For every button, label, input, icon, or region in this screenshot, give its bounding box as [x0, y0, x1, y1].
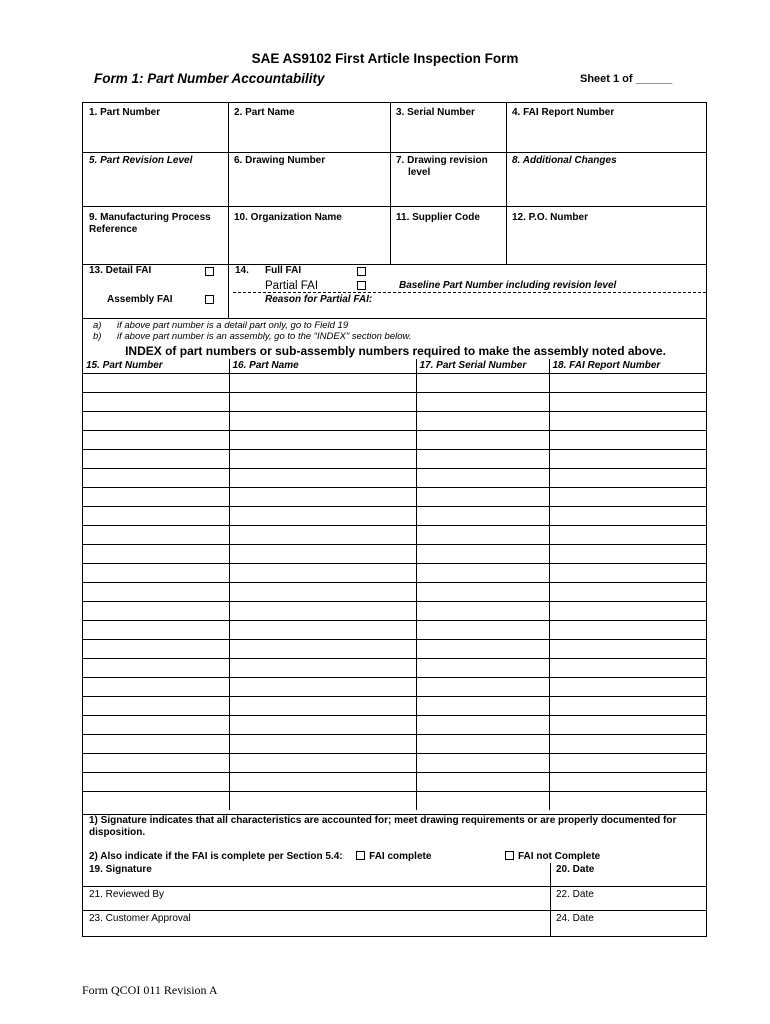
index-heading: INDEX of part numbers or sub-assembly numbers required to make the assembly noted above.	[125, 344, 666, 358]
table-cell[interactable]	[416, 506, 549, 525]
form-subtitle: Form 1: Part Number Accountability	[94, 71, 325, 86]
table-row	[83, 373, 706, 392]
table-row	[83, 449, 706, 468]
signature-date-field[interactable]: 20. Date	[556, 864, 595, 875]
table-row	[83, 563, 706, 582]
organization-name-field[interactable]: 10. Organization Name	[234, 212, 342, 223]
table-cell[interactable]	[83, 658, 229, 677]
note-b-text: if above part number is an assembly, go to the “INDEX” section below.	[117, 331, 412, 342]
table-row	[83, 791, 706, 810]
divider	[550, 863, 551, 936]
divider	[83, 152, 706, 153]
table-cell[interactable]	[83, 430, 229, 449]
note-a-marker: a)	[93, 320, 102, 331]
table-cell[interactable]	[549, 715, 706, 734]
drawing-number-field[interactable]: 6. Drawing Number	[234, 155, 326, 166]
table-row	[83, 658, 706, 677]
table-cell[interactable]	[549, 563, 706, 582]
table-cell[interactable]	[229, 677, 416, 696]
table-row	[83, 601, 706, 620]
table-row	[83, 468, 706, 487]
detail-fai-label: 13. Detail FAI	[89, 265, 152, 276]
table-cell[interactable]	[229, 506, 416, 525]
manufacturing-process-field[interactable]	[89, 212, 211, 236]
table-cell[interactable]	[416, 525, 549, 544]
table-cell[interactable]	[229, 772, 416, 791]
table-cell[interactable]	[83, 677, 229, 696]
form-footer: Form QCOI 011 Revision A	[82, 983, 218, 997]
serial-number-field[interactable]: 3. Serial Number	[396, 107, 475, 118]
assembly-fai-checkbox[interactable]	[205, 295, 214, 304]
customer-approval-date-field[interactable]: 24. Date	[556, 913, 594, 924]
table-cell[interactable]	[229, 411, 416, 430]
table-cell[interactable]	[229, 373, 416, 392]
table-row	[83, 430, 706, 449]
index-table	[83, 359, 706, 810]
table-cell[interactable]	[416, 620, 549, 639]
dashed-divider	[233, 292, 706, 293]
assembly-fai-label: Assembly FAI	[107, 294, 173, 305]
table-cell[interactable]	[416, 772, 549, 791]
table-cell[interactable]	[83, 525, 229, 544]
manufacturing-process-label-line2: Reference	[89, 224, 138, 235]
table-cell[interactable]	[416, 582, 549, 601]
table-cell[interactable]	[549, 411, 706, 430]
table-cell[interactable]	[549, 734, 706, 753]
table-cell[interactable]	[83, 639, 229, 658]
divider	[83, 910, 706, 911]
table-cell[interactable]	[549, 753, 706, 772]
drawing-revision-field[interactable]	[396, 155, 488, 179]
table-cell[interactable]	[549, 677, 706, 696]
table-row	[83, 753, 706, 772]
table-row	[83, 620, 706, 639]
table-cell[interactable]	[83, 392, 229, 411]
table-cell[interactable]	[549, 373, 706, 392]
table-cell[interactable]	[549, 506, 706, 525]
full-fai-checkbox[interactable]	[357, 267, 366, 276]
divider	[83, 264, 706, 265]
table-cell[interactable]	[83, 468, 229, 487]
table-cell[interactable]	[416, 487, 549, 506]
table-cell[interactable]	[416, 544, 549, 563]
table-cell[interactable]	[549, 658, 706, 677]
field-14-number: 14.	[235, 265, 249, 276]
form-title: SAE AS9102 First Article Inspection Form	[251, 51, 519, 66]
table-cell[interactable]	[549, 620, 706, 639]
table-cell[interactable]	[83, 563, 229, 582]
table-cell[interactable]	[83, 715, 229, 734]
part-revision-level-field[interactable]: 5. Part Revision Level	[89, 155, 193, 166]
table-cell[interactable]	[229, 563, 416, 582]
table-cell[interactable]	[416, 563, 549, 582]
table-cell[interactable]	[416, 658, 549, 677]
table-row	[83, 487, 706, 506]
table-cell[interactable]	[549, 430, 706, 449]
table-row	[83, 411, 706, 430]
table-cell[interactable]	[416, 373, 549, 392]
divider	[228, 103, 229, 264]
col-part-number: 15. Part Number	[83, 359, 229, 373]
table-cell[interactable]	[549, 791, 706, 810]
table-cell[interactable]	[549, 696, 706, 715]
table-cell[interactable]	[229, 601, 416, 620]
drawing-revision-label-line1: 7. Drawing revision	[396, 155, 488, 166]
manufacturing-process-label-line1: 9. Manufacturing Process	[89, 212, 211, 223]
table-cell[interactable]	[229, 639, 416, 658]
table-cell[interactable]	[83, 620, 229, 639]
table-cell[interactable]	[416, 411, 549, 430]
divider	[390, 103, 391, 264]
divider	[506, 103, 507, 264]
table-cell[interactable]	[549, 772, 706, 791]
table-row	[83, 734, 706, 753]
table-cell[interactable]	[83, 696, 229, 715]
table-cell[interactable]	[229, 430, 416, 449]
table-cell[interactable]	[416, 677, 549, 696]
table-cell[interactable]	[549, 487, 706, 506]
table-cell[interactable]	[416, 639, 549, 658]
col-fai-report-number: 18. FAI Report Number	[552, 359, 661, 371]
detail-fai-checkbox[interactable]	[205, 267, 214, 276]
fai-complete-label: FAI complete	[369, 851, 432, 862]
signature-statement-line2: disposition.	[89, 827, 146, 838]
drawing-revision-label-line2: level	[408, 167, 431, 178]
table-row	[83, 392, 706, 411]
fai-report-number-field[interactable]: 4. FAI Report Number	[512, 107, 615, 118]
supplier-code-field[interactable]: 11. Supplier Code	[396, 212, 480, 223]
index-header-row	[83, 359, 706, 373]
table-cell[interactable]	[83, 506, 229, 525]
reason-partial-fai-field[interactable]: Reason for Partial FAI:	[265, 294, 373, 305]
table-cell[interactable]	[416, 791, 549, 810]
table-cell[interactable]	[229, 525, 416, 544]
table-cell[interactable]	[549, 449, 706, 468]
divider	[83, 886, 706, 887]
fai-not-complete-option	[505, 851, 600, 863]
note-b-marker: b)	[93, 331, 102, 342]
table-cell[interactable]	[83, 772, 229, 791]
customer-approval-field[interactable]: 23. Customer Approval	[89, 913, 191, 924]
divider	[83, 318, 706, 319]
table-cell[interactable]	[549, 582, 706, 601]
col-part-name: 16. Part Name	[229, 359, 416, 373]
table-cell[interactable]	[83, 487, 229, 506]
signature-statement	[89, 815, 676, 839]
additional-changes-field[interactable]: 8. Additional Changes	[512, 155, 617, 166]
table-row	[83, 772, 706, 791]
table-row	[83, 525, 706, 544]
table-row	[83, 715, 706, 734]
table-cell[interactable]	[83, 791, 229, 810]
fai-complete-prompt-text: 2) Also indicate if the FAI is complete per Section 5.4:	[89, 851, 343, 862]
table-cell[interactable]	[416, 430, 549, 449]
table-cell[interactable]	[229, 392, 416, 411]
table-row	[83, 696, 706, 715]
divider	[83, 206, 706, 207]
reviewed-by-field[interactable]: 21. Reviewed By	[89, 889, 165, 900]
table-row	[83, 544, 706, 563]
table-cell[interactable]	[229, 620, 416, 639]
table-cell[interactable]	[416, 696, 549, 715]
table-cell[interactable]	[229, 753, 416, 772]
table-row	[83, 506, 706, 525]
table-cell[interactable]	[549, 525, 706, 544]
fai-form	[82, 102, 707, 937]
full-fai-label: Full FAI	[265, 265, 302, 276]
table-row	[83, 639, 706, 658]
table-cell[interactable]	[416, 753, 549, 772]
note-a-text: if above part number is a detail part only, go to Field 19	[117, 320, 349, 331]
partial-fai-label: Partial FAI	[265, 280, 319, 292]
col-part-serial-number: 17. Part Serial Number	[416, 359, 549, 373]
table-cell[interactable]	[549, 468, 706, 487]
table-cell[interactable]	[83, 753, 229, 772]
table-cell[interactable]	[229, 449, 416, 468]
table-cell[interactable]	[83, 734, 229, 753]
table-cell[interactable]	[416, 601, 549, 620]
table-cell[interactable]	[229, 696, 416, 715]
table-row	[83, 677, 706, 696]
table-cell[interactable]	[229, 468, 416, 487]
table-row	[83, 582, 706, 601]
table-cell[interactable]	[229, 791, 416, 810]
table-cell[interactable]	[83, 544, 229, 563]
table-cell[interactable]	[229, 582, 416, 601]
po-number-field[interactable]: 12. P.O. Number	[512, 212, 588, 223]
table-cell[interactable]	[416, 468, 549, 487]
fai-not-complete-checkbox[interactable]	[505, 851, 514, 860]
table-cell[interactable]	[549, 544, 706, 563]
table-cell[interactable]	[229, 658, 416, 677]
table-cell[interactable]	[229, 715, 416, 734]
table-cell[interactable]	[549, 639, 706, 658]
table-cell[interactable]	[416, 734, 549, 753]
table-cell[interactable]	[229, 734, 416, 753]
table-cell[interactable]	[83, 601, 229, 620]
fai-not-complete-label: FAI not Complete	[518, 851, 601, 862]
signature-statement-line1: 1) Signature indicates that all characteristics are accounted for; meet drawing requirements or are properly documented for	[89, 815, 677, 826]
table-cell[interactable]	[416, 449, 549, 468]
fai-complete-checkbox[interactable]	[356, 851, 365, 860]
table-cell[interactable]	[83, 582, 229, 601]
table-cell[interactable]	[229, 487, 416, 506]
table-cell[interactable]	[229, 544, 416, 563]
signature-field[interactable]: 19. Signature	[89, 864, 152, 875]
partial-fai-checkbox[interactable]	[357, 281, 366, 290]
table-cell[interactable]	[83, 411, 229, 430]
table-cell[interactable]	[83, 373, 229, 392]
reviewed-date-field[interactable]: 22. Date	[556, 889, 594, 900]
divider	[228, 264, 229, 318]
table-cell[interactable]	[549, 392, 706, 411]
table-cell[interactable]	[416, 392, 549, 411]
table-cell[interactable]	[549, 601, 706, 620]
sheet-number: Sheet 1 of ______	[580, 73, 673, 85]
baseline-part-number-label[interactable]: Baseline Part Number including revision level	[399, 280, 617, 291]
table-cell[interactable]	[83, 449, 229, 468]
fai-complete-prompt	[89, 851, 431, 863]
part-number-field[interactable]: 1. Part Number	[89, 107, 161, 118]
table-cell[interactable]	[416, 715, 549, 734]
part-name-field[interactable]: 2. Part Name	[234, 107, 295, 118]
